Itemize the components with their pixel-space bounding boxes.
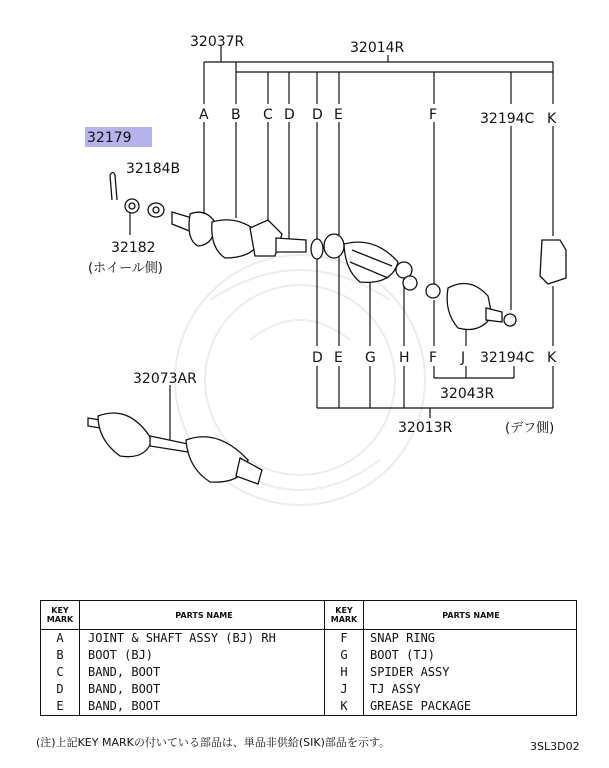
part-32014r-label: 32014R (350, 40, 405, 56)
top-letter: C (263, 107, 273, 123)
bottom-letter: D (312, 350, 323, 366)
part-32043r-label: 32043R (440, 386, 495, 402)
legend-row (41, 698, 577, 716)
part-name: BAND, BOOT (80, 664, 325, 681)
part-name: GREASE PACKAGE (370, 699, 472, 713)
bottom-letter: H (399, 350, 410, 366)
key-mark-legend-table (40, 600, 577, 716)
bottom-letter: G (365, 350, 376, 366)
wheel-side-label: (ホイール側) (88, 261, 163, 276)
part-32013r-label: 32013R (398, 420, 453, 436)
part-name: BOOT (BJ) (80, 647, 325, 664)
part-name: SPIDER ASSY (370, 665, 450, 679)
top-letter: B (231, 107, 241, 123)
part-32037r-label: 32037R (190, 34, 245, 50)
key-mark: D (41, 681, 80, 698)
part-name: TJ ASSY (370, 682, 421, 696)
footnote: (注)上記KEY MARKの付いている部品は、単品非供給(SIK)部品を示す。 (36, 736, 390, 749)
legend-row (41, 630, 577, 648)
nut-part (125, 199, 139, 213)
key-mark-header: KEY MARK (41, 601, 80, 630)
part-number-labels (85, 34, 554, 436)
outer-joint-shaft-part (172, 212, 306, 258)
key-mark: A (41, 630, 80, 648)
top-letter: D (284, 107, 295, 123)
part-name: JOINT & SHAFT ASSY (BJ) RH (80, 630, 325, 648)
cotter-pin-part (110, 173, 117, 201)
parts-name-header: PARTS NAME (80, 601, 325, 630)
bottom-letter: F (429, 350, 438, 366)
part-name: BOOT (TJ) (370, 648, 436, 662)
part-32184b-label: 32184B (126, 161, 181, 177)
part-name: BAND, BOOT (80, 681, 325, 698)
washer-part (148, 203, 164, 217)
legend-row (41, 664, 577, 681)
top-letter: F (429, 107, 438, 123)
key-mark-header: KEY MARK (325, 601, 364, 630)
snap-ring-part (426, 284, 440, 298)
diff-side-label: (デフ側) (505, 421, 555, 436)
legend-row (41, 681, 577, 698)
key-mark: G (325, 647, 364, 664)
bottom-letter: E (334, 350, 343, 366)
legend-row (41, 647, 577, 664)
top-letter: A (199, 107, 209, 123)
key-mark: J (325, 681, 364, 698)
key-mark: B (41, 647, 80, 664)
part-32194ck-top-label: 32194C (480, 111, 535, 127)
grease-package-part (540, 240, 566, 284)
part-name: BAND, BOOT (80, 698, 325, 716)
key-mark: C (41, 664, 80, 681)
parts-name-header: PARTS NAME (364, 601, 577, 630)
key-mark: E (41, 698, 80, 716)
key-mark: F (325, 630, 364, 648)
top-letter: K (547, 111, 557, 127)
spider-assy-part (396, 262, 417, 290)
part-32194ck-bottom-label: 32194C (480, 350, 535, 366)
part-32179-label: 32179 (87, 130, 132, 146)
snap-ring-small-part (504, 314, 516, 326)
part-32182-label: 32182 (111, 240, 156, 256)
bottom-letter: J (461, 350, 466, 366)
complete-shaft-assy-part (88, 413, 262, 484)
part-name: SNAP RING (370, 631, 436, 645)
top-letter: D (312, 107, 323, 123)
key-mark: K (325, 698, 364, 716)
diagram-code: 3SL3D02 (530, 740, 580, 753)
bottom-letter: K (547, 350, 557, 366)
top-letter: E (334, 107, 343, 123)
part-32073ar-label: 32073AR (133, 371, 197, 387)
key-mark: H (325, 664, 364, 681)
tj-assy-part (447, 284, 502, 330)
